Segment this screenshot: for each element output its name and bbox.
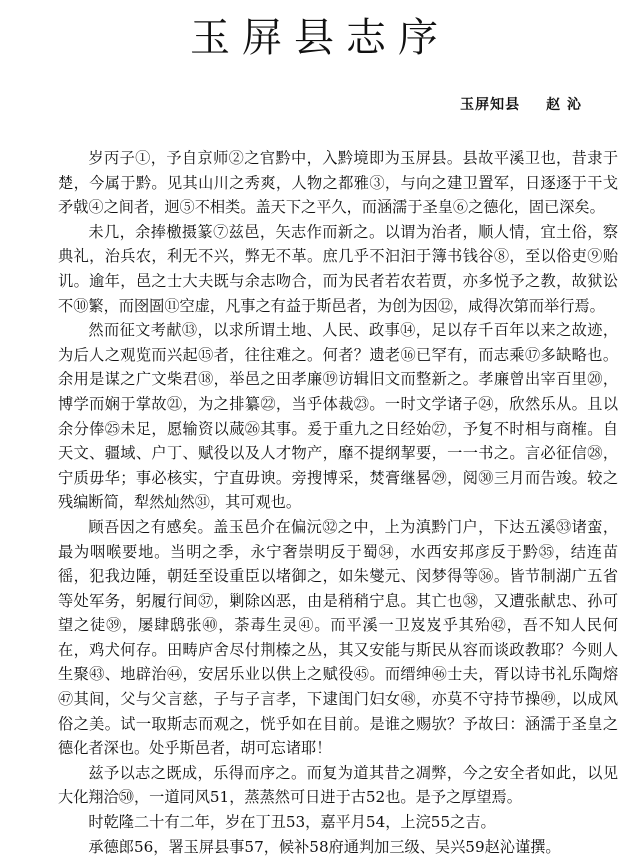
paragraph-5: 兹予以志之既成，乐得而序之。而复为道其昔之凋弊，今之安全者如此，以见大化翔洽㊿，一道同风51，蒸蒸然可日进于古52也。是予之厚望焉。: [58, 763, 618, 807]
preface-body: [58, 146, 618, 859]
paragraph-signature: 承德郎56，署玉屏县事57，候补58府通判加三级、吴兴59赵沁谨撰。: [88, 837, 561, 856]
paragraph-2: 未几，余捧檄摄篆⑦兹邑，矢志作而新之。以谓为治者，顺人情，宜土俗，察典礼，治兵农，利无不兴，弊无不革。庶几乎不汩汩于簿书钱谷⑧，至以俗吏⑨贻讥。逾年，邑之士大夫既与余志吻合，而为民者若农若贾，亦多悦予之教，故狱讼不⑩繁，而囹圄⑪空虚，凡事之有益于斯邑者，为创为因⑫，咸得次第而举行焉。: [58, 222, 618, 315]
document-title: 玉屏县志序: [190, 15, 450, 61]
paragraph-date: 时乾隆二十有二年，岁在丁丑53，嘉平月54，上浣55之吉。: [88, 813, 496, 832]
author-byline: [460, 94, 582, 114]
paragraph-3: 然而征文考献⑬，以求所谓土地、人民、政事⑭，足以存千百年以来之故迹，为后人之观览而兴起⑮者，往往难之。何者？遗老⑯已罕有，而志乘⑰多缺略也。余用是谋之广文柴君⑱，举邑之田孝廉⑲访辑旧文而整新之。孝廉曾出宰百里⑳，博学而娴于掌故㉑，为之排纂㉒，当乎体裁㉓。一时文学诸子㉔，欣然乐从。且以余分俸㉕未足，愿输资以蒇㉖其事。爰于重九之日经始㉗，予复不时相与商榷。自天文、疆域、户丁、赋役以及人才物产，靡不提纲挈要，一一书之。言必征信㉘，宁质毋华；事必核实，宁直毋谀。旁搜博采，焚膏继晷㉙，阅㉚三月而告竣。较之残编断简，犁然灿然㉛，其可观也。: [58, 321, 618, 512]
paragraph-4: 顾吾因之有感矣。盖玉邑介在偏沅㉜之中，上为滇黔门户，下达五溪㉝诸蛮，最为咽喉要地。当明之季，永宁奢崇明反于蜀㉞，水西安邦彦反于黔㉟，结连苗徭，犯我边陲，朝廷至设重臣以堵御之，如朱燮元、闵梦得等㊱。皆节制湖广五省等处军务，躬履行间㊲，剿除凶恶，由是稍稍宁息。其亡也㊳，又遭张献忠、孙可望之徒㊴，屡肆鸱张㊵，荼毒生灵㊶。而平溪一卫岌岌乎其殆㊷，吾不知人民何在，鸡犬何存。田畴庐舍尽付荆榛之丛，其又安能与斯民从容而谈政教耶？今则人生聚㊸、地辟治㊹，安居乐业以供上之赋役㊺。而缙绅㊻士夫，胥以诗书礼乐陶熔㊼其间，父与父言慈，子与子言孝，下逮闺门妇女㊽，亦莫不守持节操㊾，以成风俗之美。试一取斯志而观之，恍乎如在目前。是谁之赐欤？予故曰：涵濡于圣皇之德化者深也。处乎斯邑者，胡可忘诸耶！: [58, 517, 618, 758]
paragraph-1: 岁丙子①，予自京师②之官黔中，入黔境即为玉屏县。县故平溪卫也，昔隶于楚，今属于黔。见其山川之秀爽，人物之都雅③，与向之建卫置军，日逐逐于干戈矛戟④之间者，迥⑤不相类。盖天下之平久，而涵濡于圣皇⑥之德化，固已深矣。: [58, 149, 618, 217]
author-name: 赵 沁: [546, 97, 582, 113]
author-role: 玉屏知县: [460, 97, 521, 113]
